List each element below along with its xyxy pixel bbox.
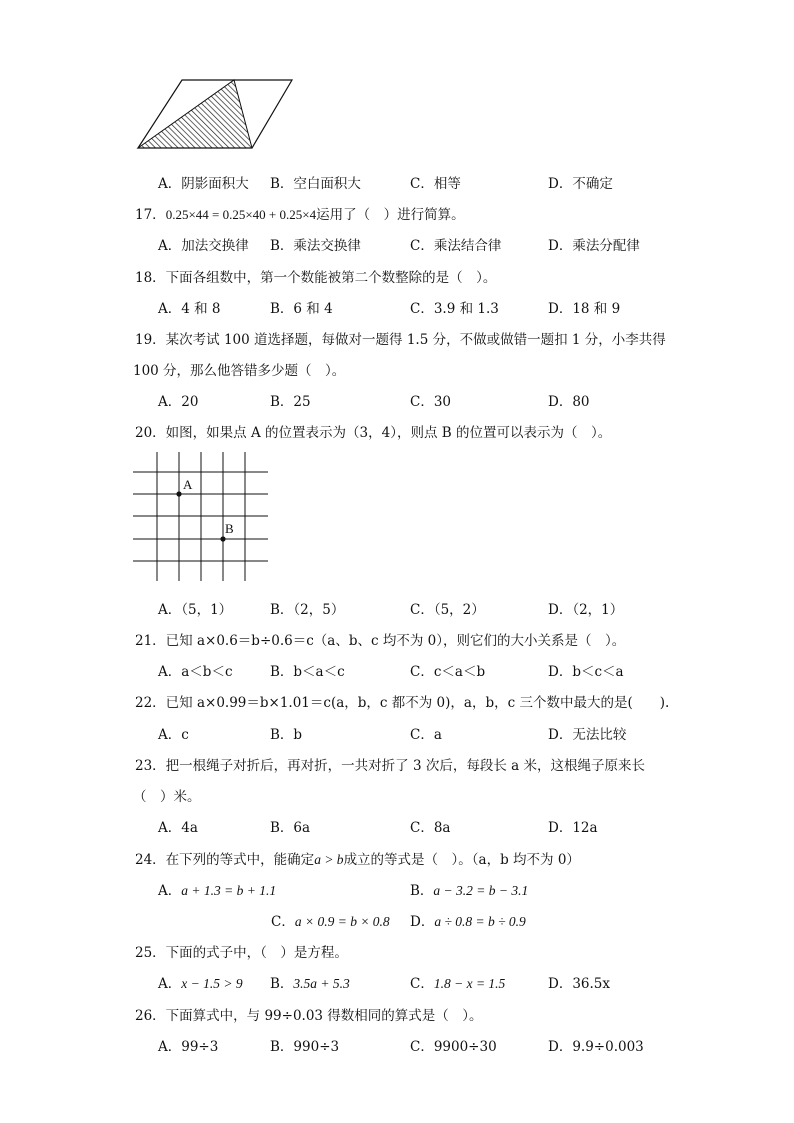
q24-option-b-expr: a − 3.2 = b − 3.1 <box>433 883 529 898</box>
point-b-label: B <box>225 521 234 536</box>
shaded-triangle <box>138 80 252 148</box>
q16-option-a[interactable]: A．阴影面积大 <box>158 176 249 192</box>
grid-figure <box>128 452 273 584</box>
q26-stem: 26．下面算式中，与 99÷0.03 得数相同的算式是（ ）。 <box>135 1008 483 1024</box>
q17-option-a[interactable]: A．加法交换律 <box>158 238 249 254</box>
q17-option-b[interactable]: B．乘法交换律 <box>270 238 361 254</box>
q20-option-a[interactable]: A．（5，1） <box>158 602 233 618</box>
q17-option-d[interactable]: D．乘法分配律 <box>548 238 640 254</box>
q24-option-a[interactable] <box>158 879 276 899</box>
q25-option-b[interactable] <box>270 972 350 992</box>
q25-option-a[interactable] <box>158 972 243 992</box>
q24-option-c-label: C． <box>271 914 295 930</box>
q18-option-d[interactable]: D．18 和 9 <box>548 301 621 317</box>
q25-option-b-expr: 3.5a + 5.3 <box>293 976 350 991</box>
q20-option-c[interactable]: C．（5，2） <box>410 602 485 618</box>
q17-expression: 0.25×44 = 0.25×40 + 0.25×4 <box>165 207 317 222</box>
q23-option-a[interactable]: A．4a <box>158 820 198 836</box>
q24-tail: 成立的等式是（ ）。（a，b 均不为 0） <box>343 852 580 868</box>
q24-option-b-label: B． <box>410 883 434 899</box>
q20-stem: 20．如图，如果点 A 的位置表示为（3，4），则点 B 的位置可以表示为（ ）。 <box>135 425 612 441</box>
q22-stem: 22．已知 a×0.99＝b×1.01＝c(a，b，c 都不为 0)，a，b，c 三个数中最大的是( ). <box>135 695 670 711</box>
q16-option-c[interactable]: C．相等 <box>410 176 461 192</box>
point-a-label: A <box>183 477 193 492</box>
q19-option-b[interactable]: B．25 <box>270 394 311 410</box>
q23-option-c[interactable]: C．8a <box>410 820 451 836</box>
q19-option-c[interactable]: C．30 <box>410 394 452 410</box>
q23-stem-line1: 23．把一根绳子对折后，再对折，一共对折了 3 次后，每段长 a 米，这根绳子原来长 <box>135 758 645 774</box>
q18-option-b[interactable]: B．6 和 4 <box>270 301 333 317</box>
q24-condition: a > b <box>314 852 344 867</box>
q22-option-a[interactable]: A．c <box>158 727 189 743</box>
q24-option-d[interactable] <box>410 910 526 930</box>
q24-option-c[interactable] <box>271 910 390 930</box>
q18-option-a[interactable]: A．4 和 8 <box>158 301 221 317</box>
q24-stem <box>135 848 580 868</box>
q24-option-a-expr: a + 1.3 = b + 1.1 <box>181 883 277 898</box>
q22-option-d[interactable]: D．无法比较 <box>548 727 627 743</box>
q24-option-d-label: D． <box>410 914 435 930</box>
grid-lines <box>133 452 268 581</box>
q25-option-c-expr: 1.8 − x = 1.5 <box>433 976 506 991</box>
q22-option-b[interactable]: B．b <box>270 727 303 743</box>
q19-option-a[interactable]: A．20 <box>158 394 199 410</box>
q18-stem: 18．下面各组数中，第一个数能被第二个数整除的是（ ）。 <box>135 270 497 286</box>
q25-option-a-expr: x − 1.5 > 9 <box>181 976 243 991</box>
q21-option-c[interactable]: C．c＜a＜b <box>410 664 486 680</box>
q21-option-d[interactable]: D．b＜c＜a <box>548 664 624 680</box>
q21-option-a[interactable]: A．a＜b＜c <box>158 664 233 680</box>
q26-option-c[interactable]: C．9900÷30 <box>410 1039 497 1055</box>
q24-option-c-expr: a × 0.9 = b × 0.8 <box>294 914 390 929</box>
q20-option-b[interactable]: B．（2，5） <box>270 602 345 618</box>
q25-option-b-label: B． <box>270 976 294 992</box>
q24-number: 24．在下列的等式中，能确定 <box>135 852 315 868</box>
point-b-dot <box>220 536 225 541</box>
q17-stem <box>135 203 465 223</box>
q26-option-a[interactable]: A．99÷3 <box>158 1039 219 1055</box>
q19-option-d[interactable]: D．80 <box>548 394 590 410</box>
q23-option-b[interactable]: B．6a <box>270 820 311 836</box>
q25-stem: 25．下面的式子中，（ ）是方程。 <box>135 945 348 961</box>
q25-option-c-label: C． <box>410 976 434 992</box>
q17-number: 17． <box>135 207 166 223</box>
q18-option-c[interactable]: C．3.9 和 1.3 <box>410 301 499 317</box>
point-a-dot <box>176 491 181 496</box>
q21-option-b[interactable]: B．b＜a＜c <box>270 664 345 680</box>
q24-option-d-expr: a ÷ 0.8 = b ÷ 0.9 <box>434 914 526 929</box>
q21-stem: 21．已知 a×0.6＝b÷0.6＝c（a、b、c 均不为 0），则它们的大小关系是（ ）。 <box>135 633 626 649</box>
q23-option-d[interactable]: D．12a <box>548 820 598 836</box>
parallelogram-figure <box>130 72 300 154</box>
q17-text: 运用了（ ）进行简算。 <box>316 207 465 223</box>
q20-option-d[interactable]: D．（2，1） <box>548 602 624 618</box>
q26-option-d[interactable]: D．9.9÷0.003 <box>548 1039 644 1055</box>
q22-option-c[interactable]: C．a <box>410 727 442 743</box>
q24-option-b[interactable] <box>410 879 528 899</box>
q17-option-c[interactable]: C．乘法结合律 <box>410 238 502 254</box>
q16-option-d[interactable]: D．不确定 <box>548 176 613 192</box>
q26-option-b[interactable]: B．990÷3 <box>270 1039 340 1055</box>
q25-option-c[interactable] <box>410 972 505 992</box>
q25-option-a-label: A． <box>158 976 182 992</box>
q19-stem-line1: 19．某次考试 100 道选择题，每做对一题得 1.5 分，不做或做错一题扣 1 分，小李共得 <box>135 332 666 348</box>
q19-stem-line2: 100 分，那么他答错多少题（ ）。 <box>133 363 346 379</box>
q16-option-b[interactable]: B．空白面积大 <box>270 176 361 192</box>
q23-stem-line2: （ ）米。 <box>133 789 201 805</box>
q25-option-d[interactable]: D．36.5x <box>548 976 610 992</box>
q24-option-a-label: A． <box>158 883 182 899</box>
